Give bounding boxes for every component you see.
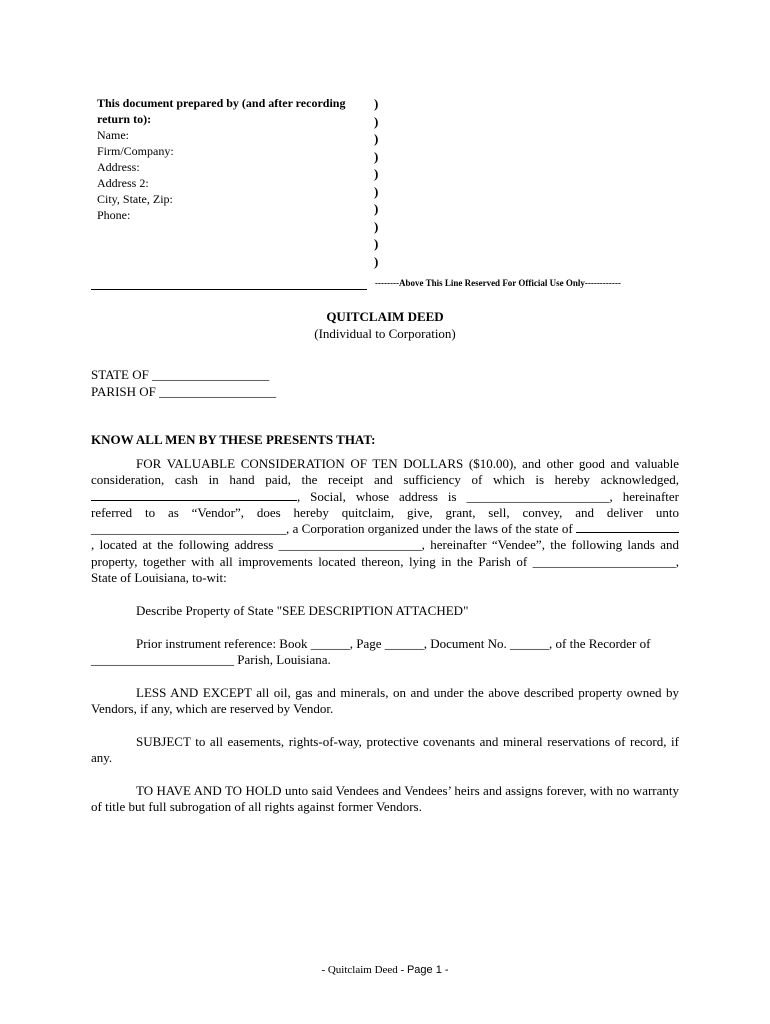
preparer-heading-cont: return to): — [97, 112, 152, 126]
less-and-except-paragraph: LESS AND EXCEPT all oil, gas and minerals, on and under the above described property owned by Vendors, if any, which are reserved by Vendor. — [91, 685, 679, 717]
phone-label: Phone: — [97, 208, 131, 222]
preparer-block — [97, 95, 372, 223]
know-all-heading: KNOW ALL MEN BY THESE PRESENTS THAT: — [91, 432, 376, 447]
property-description: Describe Property of State "SEE DESCRIPTION ATTACHED" — [136, 603, 469, 618]
parish-line: ______________________ Parish, Louisiana. — [91, 652, 331, 668]
footer-doc-name: - Quitclaim Deed - — [321, 964, 407, 976]
state-blank — [576, 521, 679, 533]
consideration-text: FOR VALUABLE CONSIDERATION OF TEN DOLLARS ($10.00), and other good and valuable consideration, cash in hand paid, the receipt and sufficiency of which is hereby acknowledged, — [91, 456, 679, 488]
bracket: ) — [374, 131, 379, 146]
habendum-paragraph: TO HAVE AND TO HOLD unto said Vendees and Vendees’ heirs and assigns forever, with no warranty of title but full subrogation of all rights against former Vendors. — [91, 783, 679, 815]
bracket: ) — [374, 236, 379, 251]
bracket: ) — [374, 253, 379, 269]
location-text: , located at the following address ______________________, hereinafter “Vendee”, the following lands and property, together with all improvements located thereon, lying in the Parish of ______________________, State of Louisiana, to-wit: — [91, 537, 679, 586]
vendee-text: ______________________________, a Corporation organized under the laws of the state of — [91, 521, 573, 537]
venue-block — [91, 367, 276, 400]
recording-divider-line — [91, 289, 367, 290]
official-use-line: --------Above This Line Reserved For Official Use Only------------ — [375, 278, 621, 288]
prior-instrument-paragraph — [91, 636, 679, 669]
consideration-paragraph — [91, 456, 679, 586]
document-title: QUITCLAIM DEED — [326, 309, 444, 324]
address-label: Address: — [97, 160, 140, 174]
bracket-column — [374, 95, 378, 270]
document-subtitle: (Individual to Corporation) — [314, 326, 456, 341]
bracket: ) — [374, 183, 379, 199]
prior-instrument-line: Prior instrument reference: Book ______, Page ______, Document No. ______, of the Recorder of — [136, 636, 651, 651]
vendor-text: , Social, whose address is ______________________, hereinafter referred to as “Vendor”, does hereby quitclaim, give, grant, sell, convey, and deliver unto — [91, 488, 679, 520]
page-number: Page 1 - — [406, 964, 449, 976]
page-footer — [0, 964, 770, 976]
bracket: ) — [374, 218, 379, 234]
city-state-zip-label: City, State, Zip: — [97, 192, 173, 206]
preparer-heading: This document prepared by (and after recording — [97, 96, 346, 110]
vendor-name-blank — [91, 489, 297, 501]
state-of-line: STATE OF __________________ — [91, 367, 270, 382]
bracket: ) — [374, 148, 379, 164]
parish-of-line: PARISH OF __________________ — [91, 383, 277, 399]
bracket: ) — [374, 96, 379, 111]
bracket: ) — [374, 113, 379, 129]
name-label: Name: — [97, 128, 129, 142]
bracket: ) — [374, 201, 379, 216]
firm-label: Firm/Company: — [97, 144, 174, 158]
subject-to-paragraph: SUBJECT to all easements, rights-of-way, protective covenants and mineral reservations of record, if any. — [91, 734, 679, 766]
bracket: ) — [374, 166, 379, 181]
address2-label: Address 2: — [97, 176, 149, 190]
